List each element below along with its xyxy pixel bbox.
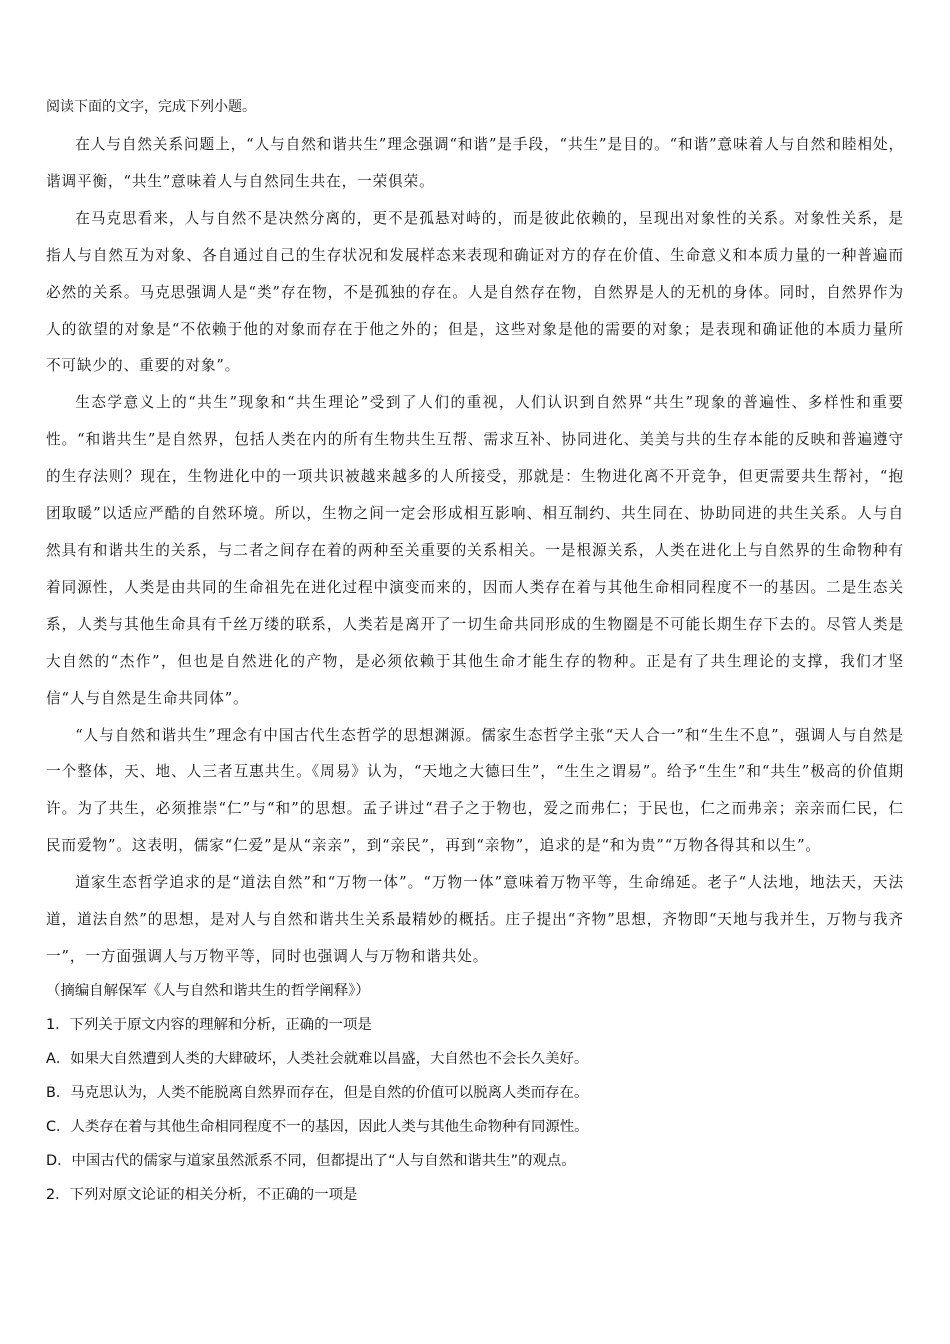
question-1-stem: 1．下列关于原文内容的理解和分析，正确的一项是 (46, 1016, 372, 1033)
question-1-option-d[interactable]: D．中国古代的儒家与道家虽然派系不同，但都提出了“人与自然和谐共生”的观点。 (46, 1152, 576, 1169)
question-1-option-a[interactable]: A．如果大自然遭到人类的大肆破坏，人类社会就难以昌盛，大自然也不会长久美好。 (46, 1050, 589, 1067)
article (46, 127, 904, 976)
question-2-stem: 2．下列对原文论证的相关分析，不正确的一项是 (46, 1186, 358, 1203)
article-paragraph-2: 在马克思看来，人与自然不是决然分离的，更不是孤悬对峙的，而是彼此依赖的，呈现出对象性的关系。对象性关系，是指人与自然互为对象、各自通过自己的生存状况和发展样态来表现和确证对方的存在价值、生命意义和本质力量的一种普遍而必然的关系。马克思强调人是“类”存在物，不是孤独的存在。人是自然存在物，自然界是人的无机的身体。同时，自然界作为人的欲望的对象是“不依赖于他的对象而存在于他之外的；但是，这些对象是他的需要的对象；是表现和确证他的本质力量所不可缺少的、重要的对象”。 (46, 209, 904, 375)
question-1-option-c[interactable]: C．人类存在着与其他生命相同程度不一的基因，因此人类与其他生命物种有同源性。 (46, 1118, 589, 1135)
question-list (46, 1016, 904, 1204)
question-1-option-b[interactable]: B．马克思认为，人类不能脱离自然界而存在，但是自然的价值可以脱离人类而存在。 (46, 1084, 589, 1101)
article-source: （摘编自解保军《人与自然和谐共生的哲学阐释》） (46, 982, 370, 999)
article-paragraph-4: “人与自然和谐共生”理念有中国古代生态哲学的思想渊源。儒家生态哲学主张“天人合一”和“生生不息”，强调人与自然是一个整体，天、地、人三者互惠共生。《周易》认为，“天地之大德曰生”，“生生之谓易”。给予“生生”和“共生”极高的价值期许。为了共生，必须推崇“仁”与“和”的思想。孟子讲过“君子之于物也，爱之而弗仁；于民也，仁之而弗亲；亲亲而仁民，仁民而爱物”。这表明，儒家“仁爱”是从“亲亲”，到“亲民”，再到“亲物”，追求的是“和为贵”“万物各得其和以生”。 (46, 726, 904, 855)
article-paragraph-1: 在人与自然关系问题上，“人与自然和谐共生”理念强调“和谐”是手段，“共生”是目的。“和谐”意味着人与自然和睦相处，谐调平衡，“共生”意味着人与自然同生共在，一荣俱荣。 (46, 136, 904, 190)
article-paragraph-3: 生态学意义上的“共生”现象和“共生理论”受到了人们的重视，人们认识到自然界“共生”现象的普遍性、多样性和重要性。“和谐共生”是自然界，包括人类在内的所有生物共生互帮、需求互补、协同进化、美美与共的生存本能的反映和普遍遵守的生存法则？现在，生物进化中的一项共识被越来越多的人所接受，那就是：生物进化离不开竞争，但更需要共生帮衬，“抱团取暖”以适应严酷的自然环境。所以，生物之间一定会形成相互影响、相互制约、共生同在、协助同进的共生关系。人与自然具有和谐共生的关系，与二者之间存在着的两种至关重要的关系相关。一是根源关系，人类在进化上与自然界的生命物种有着同源性，人类是由共同的生命祖先在进化过程中演变而来的，因而人类存在着与其他生命相同程度不一的基因。二是生态关系，人类与其他生命具有千丝万缕的联系，人类若是离开了一切生命共同形成的生物圈是不可能长期生存下去的。尽管人类是大自然的“杰作”，但也是自然进化的产物，是必须依赖于其他生命才能生存的物种。正是有了共生理论的支撑，我们才坚信“人与自然是生命共同体”。 (46, 394, 904, 707)
article-paragraph-5: 道家生态哲学追求的是“道法自然”和“万物一体”。“万物一体”意味着万物平等，生命绵延。老子“人法地，地法天，天法道，道法自然”的思想，是对人与自然和谐共生关系最精妙的概括。庄子提出“齐物”思想，齐物即“天地与我并生，万物与我齐一”，一方面强调人与万物平等，同时也强调人与万物和谐共处。 (46, 874, 904, 965)
instruction-text: 阅读下面的文字，完成下列小题。 (46, 99, 256, 115)
